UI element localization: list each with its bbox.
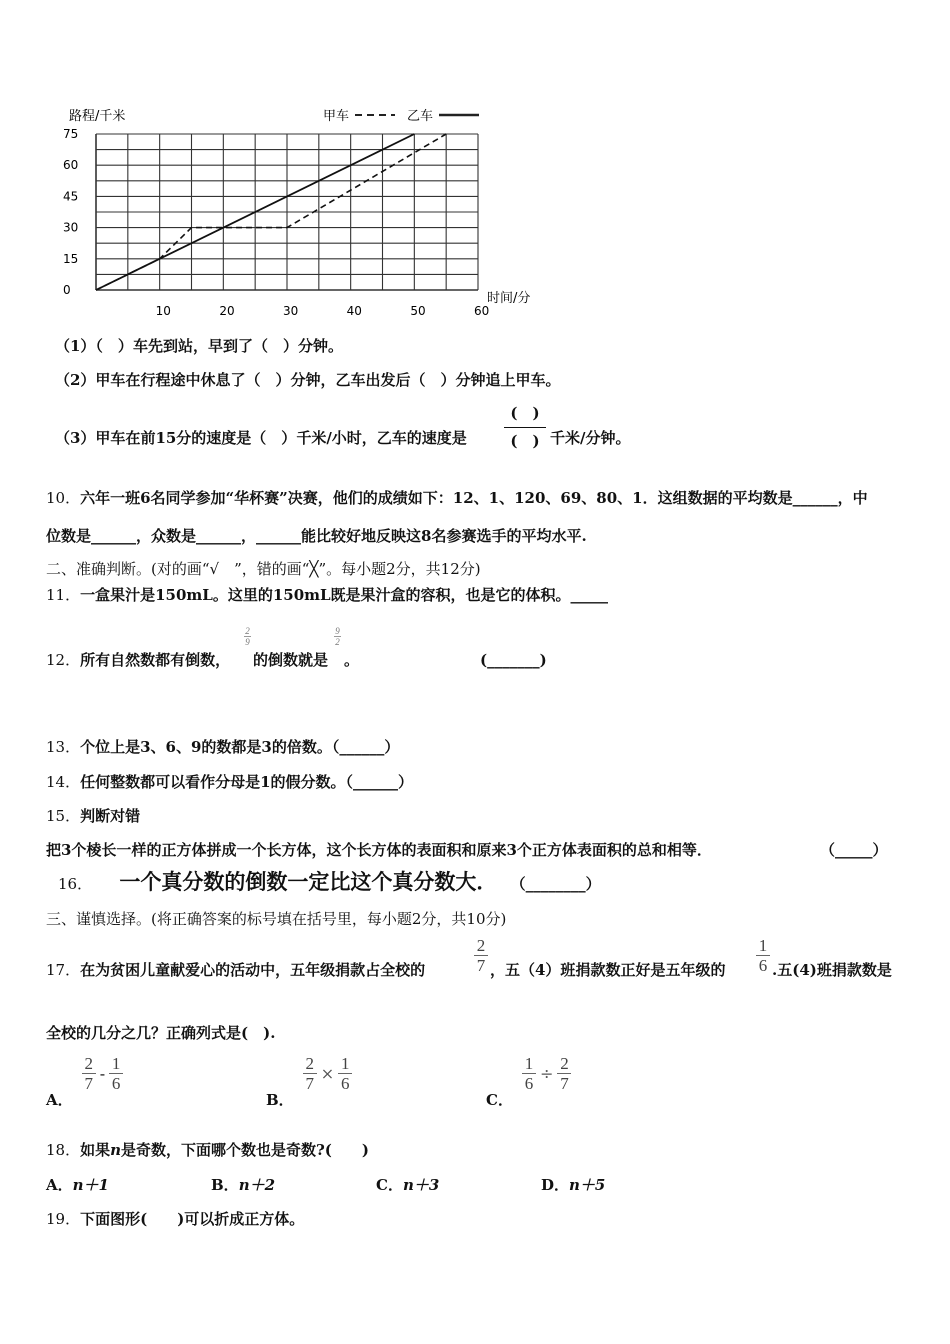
chart-legend xyxy=(323,109,479,124)
q12: 12．所有自然数都有倒数， xyxy=(46,651,231,669)
q17-text-c: .五(4)班捐款数是 xyxy=(772,961,892,979)
q9-sub1: （1）（ ）车先到站，早到了（ ）分钟。 xyxy=(55,337,343,355)
legend-label-yi: 乙车 xyxy=(407,109,434,124)
y-axis-label: 路程/千米 xyxy=(69,109,126,124)
y-tick-label: 45 xyxy=(63,189,79,204)
y-tick-label: 75 xyxy=(63,127,79,141)
q18-option-a[interactable]: A．n＋1 xyxy=(46,1176,109,1194)
x-tick-label: 60 xyxy=(474,304,490,318)
section2-title: 二、准确判断。(对的画“√ ”，错的画“╳”。每小题2分，共12分) xyxy=(46,560,481,578)
q15-title: 15．判断对错 xyxy=(46,807,141,825)
q18-option-b[interactable]: B．n＋2 xyxy=(211,1176,276,1194)
fraction-denominator: ( ) xyxy=(510,432,540,450)
q9-sub3-text-a: （3）甲车在前15分的速度是（ ）千米/小时，乙车的速度是 xyxy=(55,429,467,447)
y-tick-label: 15 xyxy=(63,251,79,266)
fraction-numerator: ( ) xyxy=(510,404,540,422)
q17-option-a[interactable]: A． $\frac{2}{7}$ - $\frac{1}{6}$ xyxy=(46,1054,127,1093)
q13: 13．个位上是3、6、9的数都是3的倍数。（______） xyxy=(46,738,400,756)
x-tick-label: 10 xyxy=(155,304,171,318)
q17-line1: 17．在为贫困儿童献爱心的活动中，五年级捐款占全校的 xyxy=(46,961,426,979)
q12-text-c: 。 xyxy=(344,651,360,669)
q9-sub3-fraction xyxy=(504,402,546,451)
legend-label-jia: 甲车 xyxy=(323,109,350,124)
q12-text-b: 的倒数就是 xyxy=(253,651,329,669)
q17-text-b: ，五（4）班捐款数正好是五年级的 xyxy=(490,961,726,979)
q18-option-c[interactable]: C．n＋3 xyxy=(376,1176,440,1194)
y-tick-label: 0 xyxy=(63,283,71,297)
y-tick-label: 30 xyxy=(63,220,79,235)
y-axis-ticks xyxy=(63,127,78,297)
q12-fraction-1: $\frac{2}{9}$ xyxy=(245,626,250,647)
distance-time-chart xyxy=(55,100,555,322)
q15-text: 把3个棱长一样的正方体拼成一个长方体，这个长方体的表面积和原来3个正方体表面积的总和相等． xyxy=(46,841,712,859)
x-tick-label: 20 xyxy=(219,304,235,318)
x-axis-label: 时间/分 xyxy=(487,291,531,306)
q17-option-c[interactable]: C． $\frac{1}{6}$ ÷ $\frac{2}{7}$ xyxy=(486,1054,575,1093)
section3-title: 三、谨慎选择。(将正确答案的标号填在括号里，每小题2分，共10分) xyxy=(46,910,507,928)
q9-sub2: （2）甲车在行程途中休息了（ ）分钟，乙车出发后（ ）分钟追上甲车。 xyxy=(55,371,561,389)
q16: 16． 一个真分数的倒数一定比这个真分数大． （________） xyxy=(58,869,601,894)
q10-line1: 10．六年一班6名同学参加“华杯赛”决赛，他们的成绩如下：12、1、120、69、80、1．这组数据的平均数是______，中 xyxy=(46,489,868,507)
x-axis-ticks xyxy=(156,304,490,318)
q14: 14．任何整数都可以看作分母是1的假分数。（______） xyxy=(46,773,414,791)
q17-line2: 全校的几分之几？正确列式是( ). xyxy=(46,1024,276,1042)
q17-option-b[interactable]: B． $\frac{2}{7}$ × $\frac{1}{6}$ xyxy=(266,1054,356,1093)
q19: 19．下面图形( )可以折成正方体。 xyxy=(46,1210,305,1228)
q15-answer-blank[interactable]: （_____） xyxy=(820,841,888,859)
q9-sub3 xyxy=(55,428,467,448)
x-tick-label: 30 xyxy=(283,304,299,318)
q12-fraction-2: $\frac{9}{2}$ xyxy=(335,626,340,647)
y-tick-label: 60 xyxy=(63,158,79,173)
q9-sub3-text-b: 千米/分钟。 xyxy=(550,429,631,447)
q18-option-d[interactable]: D．n＋5 xyxy=(541,1176,606,1194)
q11: 11．一盒果汁是150mL。这里的150mL既是果汁盒的容积，也是它的体积。_____ xyxy=(46,586,609,604)
q10-line2: 位数是______，众数是______，______能比较好地反映这8名参赛选手的平均水平. xyxy=(46,527,587,545)
x-tick-label: 50 xyxy=(410,304,426,318)
x-tick-label: 40 xyxy=(346,304,362,318)
q18: 18．如果n是奇数，下面哪个数也是奇数?( ) xyxy=(46,1141,370,1159)
chart-grid xyxy=(96,134,478,290)
q12-answer-blank[interactable]: (_______) xyxy=(480,651,547,669)
q17-fraction-1: $\frac{2}{7}$ xyxy=(470,936,492,975)
q17-fraction-2: $\frac{1}{6}$ xyxy=(752,936,774,975)
